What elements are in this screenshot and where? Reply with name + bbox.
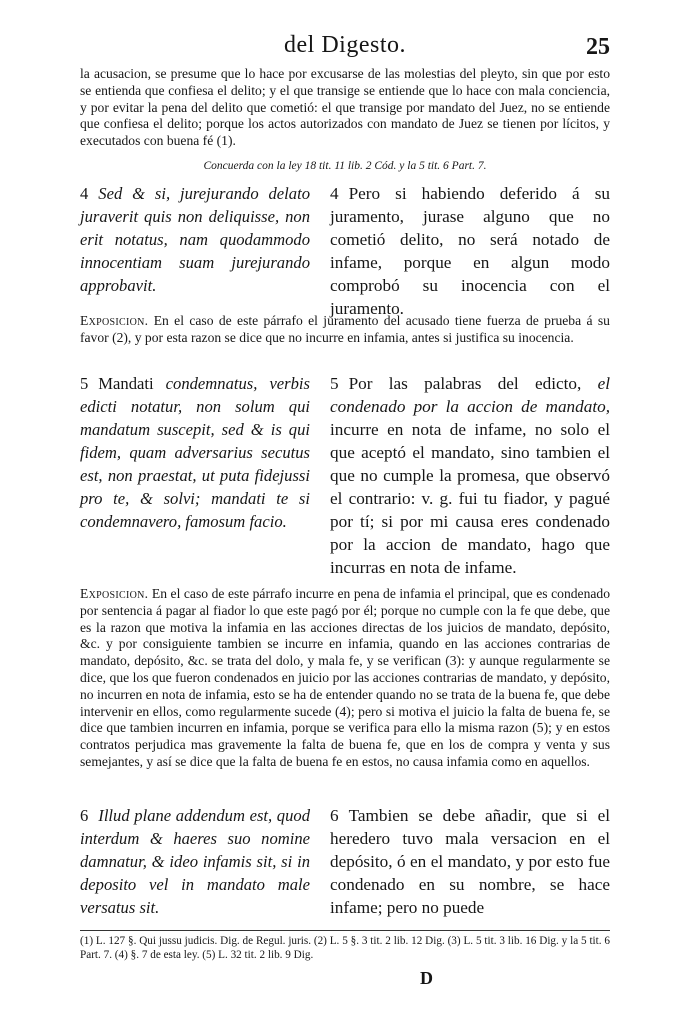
page-title: del Digesto.: [284, 32, 406, 58]
exposicion-text: En el caso de este párrafo incurre en pena de infamia el principal, que es condenado por sentencia á pagar al fiador lo que este pagó por él; porque no cumple con la fe que debe, que es la razon que motiva la infamia en las acciones directas de los juicios de mandato, depósito, &c. y por consiguiente tambien se incurre en infamia, quando en las acciones contrarias de mandato, depósito, &c. se trata del dolo, y mala fe, y se verifican (3): y aunque regularmente se dice, que los que fueron condenados en juicio por las acciones contrarias de mandato, y depósito, no incurren en nota de infamia, esto se ha de entender quando no se trata de la buena fe, que debe intervenir en ellos, como regularmente sucede (4); pero si motiva el juicio la falta de buena fe, se dice que tambien incurren en infamia, porque se verifica para ello la misma razon (5); y en estos contratos perjudica mas gravemente la falta de buena fe, que en los de compra y venta y sus semejantes, y así se dice que la falta de buena fe en estos, no causa infamia como en aquellos.: [80, 586, 610, 769]
running-header: [80, 32, 610, 64]
spanish-text-6: [330, 804, 610, 919]
concordance-note: Concuerda con la ley 18 tit. 11 lib. 2 Cód. y la 5 tit. 6 Part. 7.: [203, 160, 487, 172]
spanish-paragraph-body: Tambien se debe añadir, que si el heredero tuvo mala versacion en el depósito, ó en el mandato, y por esto fue condenado en su nombre, se hace infame; pero no puede: [330, 806, 610, 917]
spanish-paragraph-number: 5: [330, 374, 339, 393]
latin-text-5: [80, 372, 310, 533]
latin-paragraph-body: Illud plane addendum est, quod interdum & haeres suo nomine damnatur, & ideo infamis sit, si in deposito vel in mandato male versatus sit.: [80, 806, 310, 917]
latin-paragraph-body: Sed & si, jurejurando delato juraverit quis non deliquisse, non erit notatus, nam quodammodo innocentiam suam jurejurando approbavit.: [80, 184, 310, 295]
exposicion-label: Exposicion.: [80, 313, 149, 328]
latin-paragraph-number: 6: [80, 806, 89, 825]
spanish-paragraph-number: 6: [330, 806, 339, 825]
footnotes: (1) L. 127 §. Qui jussu judicis. Dig. de Regul. juris. (2) L. 5 §. 3 tit. 2 lib. 12 Dig. (3) L. 5 tit. 3 lib. 16 Dig. y la 5 tit. 6 Part. 7. (4) §. 7 de esta ley. (5) L. 32 tit. 2 lib. 9 Dig.: [80, 935, 610, 961]
latin-text-6: [80, 804, 310, 919]
exposicion-5: [80, 586, 610, 792]
latin-paragraph-number: 4: [80, 184, 89, 203]
spanish-text-4: [330, 182, 610, 320]
latin-text-4: [80, 182, 310, 297]
spanish-text-5: [330, 372, 610, 579]
latin-paragraph-body: condemnatus, verbis edicti notatur, non solum qui mandatum suscepit, sed & is qui fidem, quam adversarius secutus est, non praestat, ut puta fidejussi pro te, & solvi; mandati te si condemnavero, famosum facio.: [80, 374, 310, 531]
spanish-paragraph-number: 4: [330, 184, 339, 203]
exposicion-4: [80, 313, 610, 363]
page-number: 25: [586, 34, 610, 60]
signature-mark: D: [420, 968, 433, 988]
exposicion-text: En el caso de este párrafo el juramento del acusado tiene fuerza de prueba á su favor (2), y por esta razon se dice que no incurre en infamia, antes si justifica su inocencia.: [80, 313, 610, 345]
latin-paragraph-number: 5: [80, 374, 89, 393]
exposicion-label: Exposicion.: [80, 586, 149, 601]
latin-lead-word: Mandati: [98, 374, 154, 393]
spanish-paragraph-body-b: incurre en nota de infame, no solo el que aceptó el mandato, sino tambien el que no cumple la promesa, que observó el contrario: v. g. fui tu fiador, y pagué por tí; si por mi causa eres condenado por la accion de mandato, hago que incurras en nota de infame.: [330, 420, 610, 577]
opening-paragraph: la acusacion, se presume que lo hace por excusarse de las molestias del pleyto, sin que por esto se entienda que confiesa el delito; y el que transige se entiende que lo hace con mala conciencia, y por evitar la pena del delito que cometió: el que transige por mandato del Juez, no se entiende que confiesa el delito; porque los actos autorizados con mandato de Juez se tienen por lícitos, y executados con buena fé (1).: [80, 66, 610, 149]
footnote-divider: [80, 930, 610, 931]
spanish-paragraph-body-a: Por las palabras del edicto,: [348, 374, 582, 393]
spanish-paragraph-body: Pero si habiendo deferido á su juramento, jurase alguno que no cometió delito, no será notado de infame, porque en algun modo comprobó su inocencia con el juramento.: [330, 184, 610, 318]
spanish-italic-phrase: el condenado por la accion de mandato,: [330, 374, 610, 416]
